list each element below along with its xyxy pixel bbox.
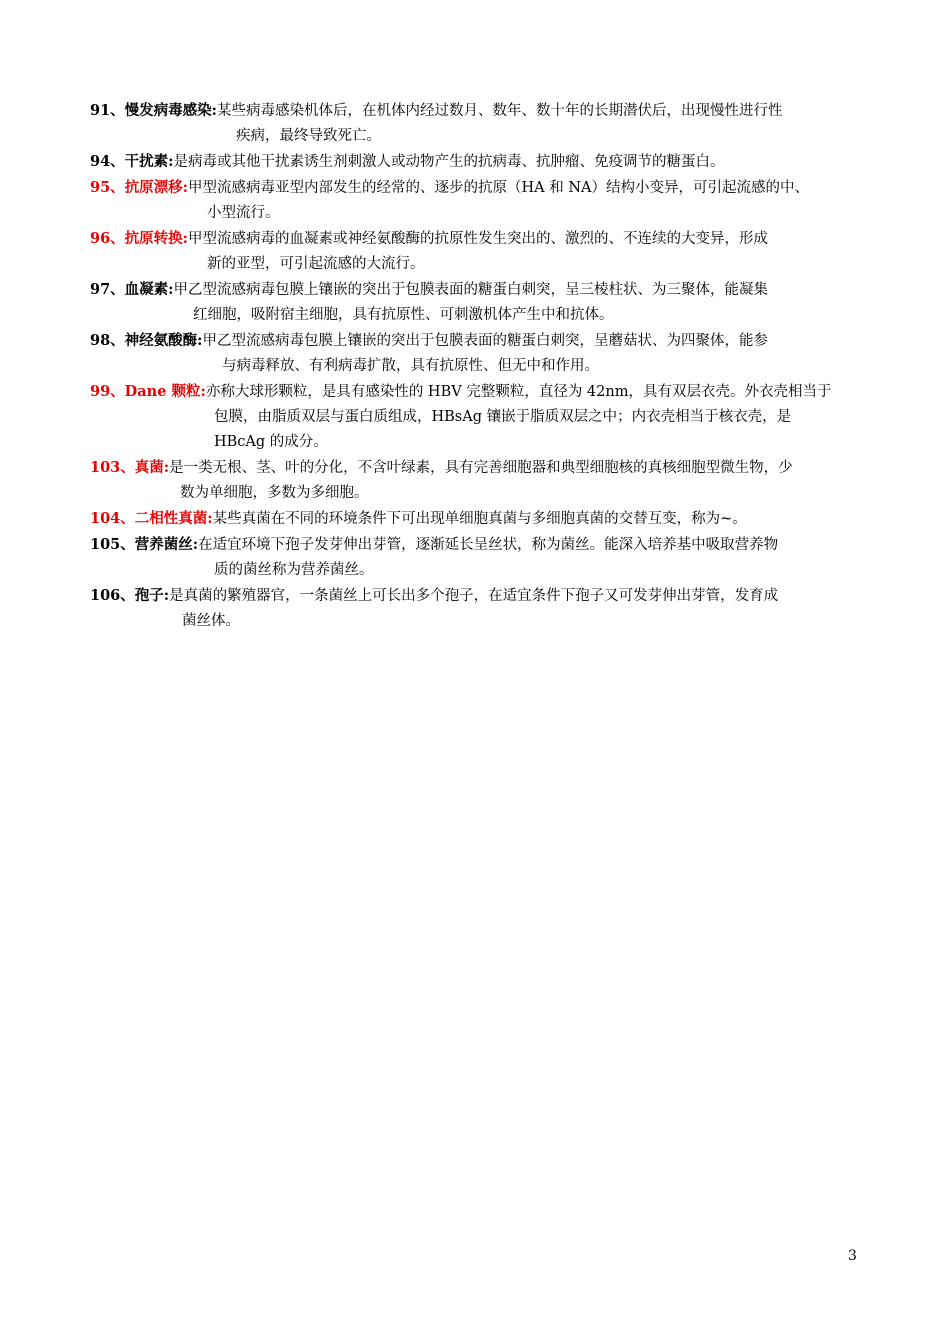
entry-term: 96、抗原转换: xyxy=(90,230,189,247)
page-number: 3 xyxy=(848,1248,857,1264)
entry-term: 99、Dane 颗粒: xyxy=(90,383,206,400)
glossary-entry xyxy=(90,277,860,328)
entry-term: 106、孢子: xyxy=(90,587,170,604)
entry-definition-continued: 菌丝体。 xyxy=(182,613,240,629)
glossary-entry xyxy=(90,328,860,379)
entry-definition-continued: 疾病，最终导致死亡。 xyxy=(236,128,381,144)
glossary-entry xyxy=(90,226,860,277)
entry-term: 97、血凝素: xyxy=(90,281,174,298)
entry-term: 104、二相性真菌: xyxy=(90,510,213,527)
entry-definition-continued: 小型流行。 xyxy=(207,205,280,221)
glossary-entry xyxy=(90,98,860,149)
entry-term: 98、神经氨酸酶: xyxy=(90,332,203,349)
entry-definition-continued: 包膜，由脂质双层与蛋白质组成，HBsAg 镶嵌于脂质双层之中；内衣壳相当于核衣壳，是 xyxy=(214,409,792,425)
glossary-entry xyxy=(90,149,860,175)
glossary-entry xyxy=(90,175,860,226)
entry-term: 95、抗原漂移: xyxy=(90,179,189,196)
entry-term: 103、真菌: xyxy=(90,459,170,476)
entry-definition-continued: 红细胞，吸附宿主细胞，具有抗原性、可刺激机体产生中和抗体。 xyxy=(193,307,614,323)
entry-definition: 某些病毒感染机体后，在机体内经过数月、数年、数十年的长期潜伏后，出现慢性进行性 xyxy=(217,103,783,119)
glossary-entry xyxy=(90,379,860,455)
glossary-entry xyxy=(90,506,860,532)
glossary-entry xyxy=(90,583,860,634)
entry-definition: 甲乙型流感病毒包膜上镶嵌的突出于包膜表面的糖蛋白刺突，呈蘑菇状、为四聚体，能参 xyxy=(202,333,769,349)
entry-definition: 在适宜环境下孢子发芽伸出芽管，逐渐延长呈丝状，称为菌丝。能深入培养基中吸取营养物 xyxy=(198,537,779,553)
entry-term: 94、干扰素: xyxy=(90,153,174,170)
glossary-entry xyxy=(90,455,860,506)
entry-term: 91、慢发病毒感染: xyxy=(90,102,218,119)
entry-definition-continued: HBcAg 的成分。 xyxy=(214,434,328,450)
entry-definition: 是真菌的繁殖器官，一条菌丝上可长出多个孢子，在适宜条件下孢子又可发芽伸出芽管，发育成 xyxy=(169,588,779,604)
entry-term: 105、营养菌丝: xyxy=(90,536,199,553)
glossary-list xyxy=(90,98,860,634)
entry-definition-continued: 数为单细胞，多数为多细胞。 xyxy=(180,485,369,501)
entry-definition: 是病毒或其他干扰素诱生剂刺激人或动物产生的抗病毒、抗肿瘤、免疫调节的糖蛋白。 xyxy=(173,154,725,170)
entry-definition: 亦称大球形颗粒，是具有感染性的 HBV 完整颗粒，直径为 42nm，具有双层衣壳。外衣壳相当于 xyxy=(205,384,832,400)
entry-definition: 是一类无根、茎、叶的分化，不含叶绿素，具有完善细胞器和典型细胞核的真核细胞型微生物，少 xyxy=(169,460,793,476)
glossary-entry xyxy=(90,532,860,583)
entry-definition: 某些真菌在不同的环境条件下可出现单细胞真菌与多细胞真菌的交替互变，称为~。 xyxy=(212,511,747,527)
entry-definition: 甲型流感病毒的血凝素或神经氨酸酶的抗原性发生突出的、激烈的、不连续的大变异，形成 xyxy=(188,231,769,247)
entry-definition: 甲型流感病毒亚型内部发生的经常的、逐步的抗原（HA 和 NA）结构小变异，可引起流感的中、 xyxy=(188,180,810,196)
entry-definition-continued: 质的菌丝称为营养菌丝。 xyxy=(214,562,374,578)
entry-definition-continued: 与病毒释放、有利病毒扩散，具有抗原性、但无中和作用。 xyxy=(222,358,599,374)
entry-definition-continued: 新的亚型，可引起流感的大流行。 xyxy=(207,256,425,272)
entry-definition: 甲乙型流感病毒包膜上镶嵌的突出于包膜表面的糖蛋白刺突，呈三棱柱状、为三聚体，能凝集 xyxy=(173,282,769,298)
